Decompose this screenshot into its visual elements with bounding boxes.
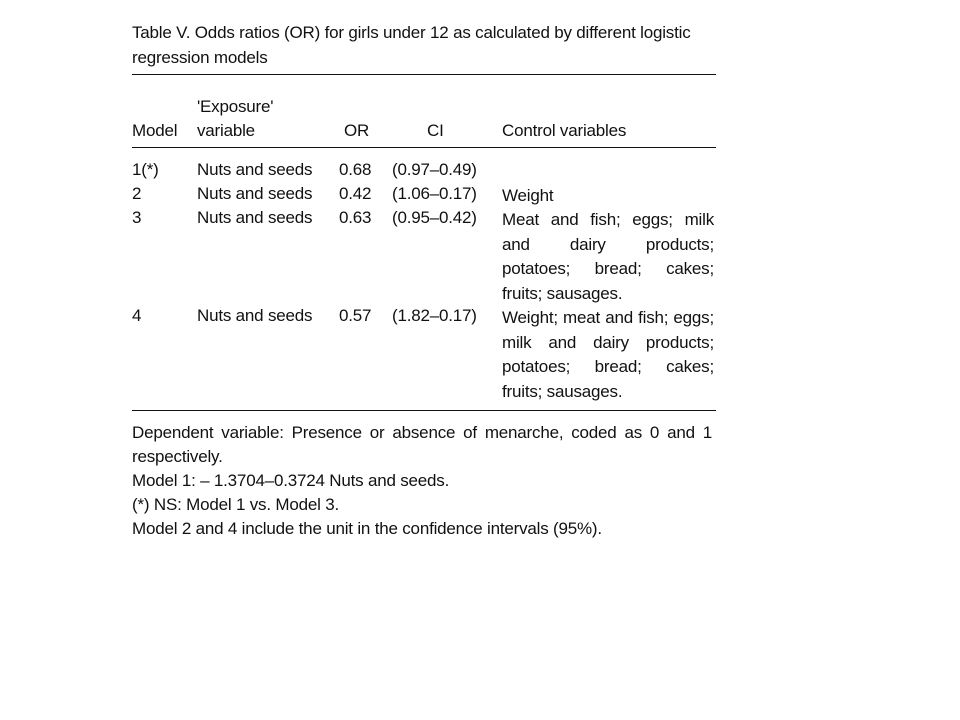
cell-control-variables: Weight; meat and fish; eggs; milk and dairy products; potatoes; bread; cakes; fruits; sausages. [502,308,714,401]
cell-ci: (0.95–0.42) [392,208,477,227]
table-header [132,75,716,147]
cell-ci: (0.97–0.49) [392,160,477,179]
cell-model: 3 [132,208,142,227]
header-exposure-line2: variable [197,121,255,140]
footnote: Model 2 and 4 include the unit in the confidence intervals (95%). [132,519,602,538]
header-or: OR [344,121,370,140]
cell-control-variables: Weight [502,186,554,205]
table-caption: Table V. Odds ratios (OR) for girls under 12 as calculated by different logistic regression models [132,23,691,67]
header-model: Model [132,121,178,140]
footnote: Dependent variable: Presence or absence of menarche, coded as 0 and 1 respectively. [132,423,712,466]
document [132,20,716,541]
cell-or: 0.63 [339,208,372,227]
cell-model: 4 [132,306,142,325]
cell-control-variables: Meat and fish; eggs; milk and dairy products; potatoes; bread; cakes; fruits; sausages. [502,210,714,303]
cell-model: 1(*) [132,160,159,179]
cell-or: 0.57 [339,306,372,325]
cell-exposure: Nuts and seeds [197,306,313,325]
table-footnotes [132,421,712,541]
bottom-rule [132,410,716,411]
cell-exposure: Nuts and seeds [197,208,313,227]
table-body [132,148,716,410]
header-exposure-line1: 'Exposure' [197,97,274,116]
header-ci: CI [427,121,444,140]
cell-ci: (1.06–0.17) [392,184,477,203]
footnote: (*) NS: Model 1 vs. Model 3. [132,495,339,514]
cell-exposure: Nuts and seeds [197,184,313,203]
footnote: Model 1: – 1.3704–0.3724 Nuts and seeds. [132,471,450,490]
cell-model: 2 [132,184,142,203]
cell-exposure: Nuts and seeds [197,160,313,179]
cell-ci: (1.82–0.17) [392,306,477,325]
cell-or: 0.68 [339,160,372,179]
header-control-variables: Control variables [502,121,627,140]
cell-or: 0.42 [339,184,372,203]
